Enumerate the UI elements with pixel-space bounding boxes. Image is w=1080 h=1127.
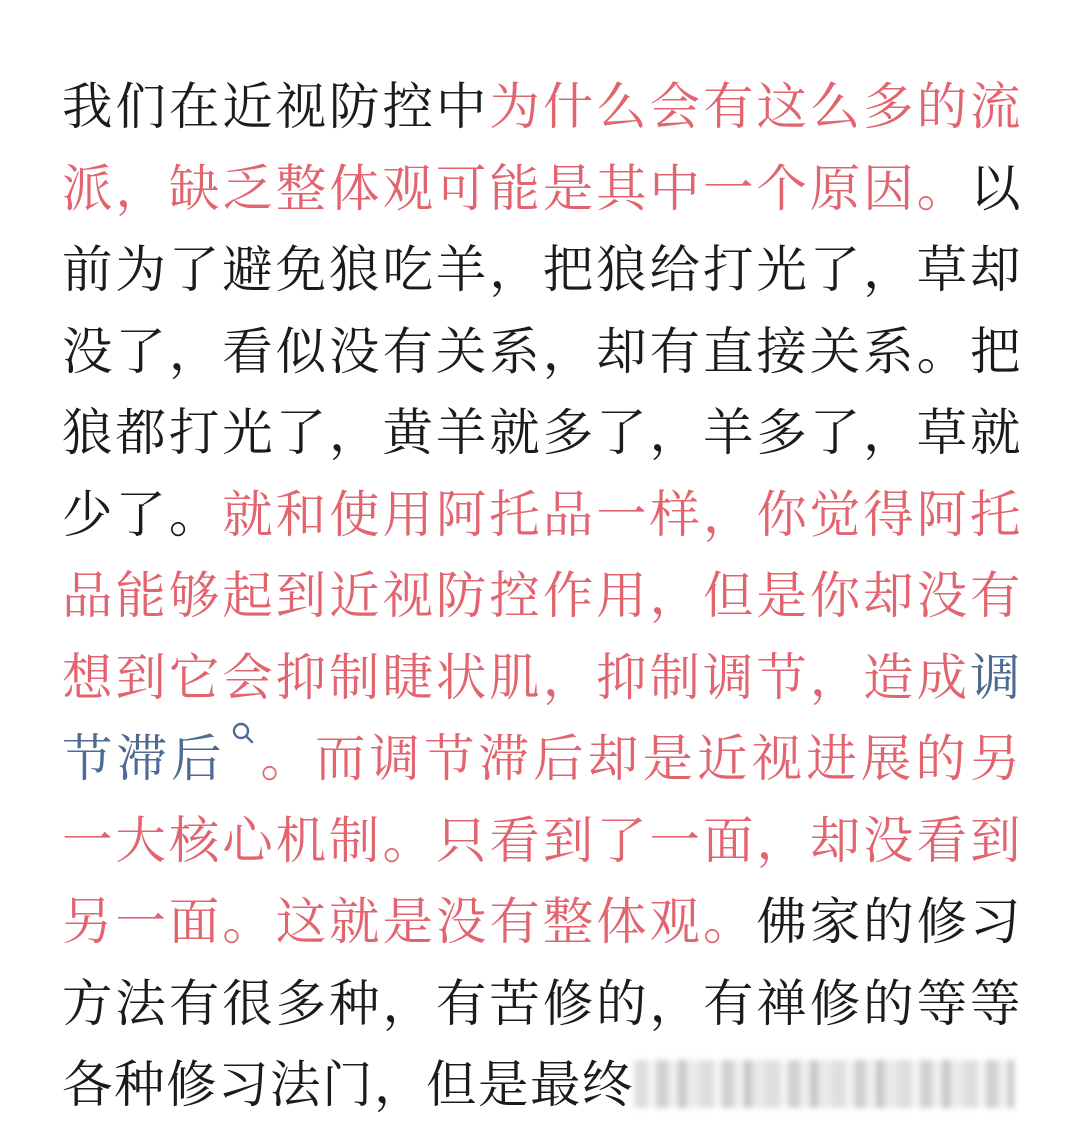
article-text-intro: 我们在近视防控中 (62, 77, 490, 136)
article-body (62, 66, 1022, 1126)
search-link-label[interactable]: 调节滞后 (62, 647, 1022, 788)
article-text-wolf-story: 以前为了避免狼吃羊，把狼给打光了，草却没了，看似没有关系，却有直接关系。把狼都打光了，黄羊就多了，羊多了，草就少了。 (62, 158, 1022, 544)
highlight-text-3: 。而调节滞后却是近视进展的另一大核心机制。只看到了一面，却没看到另一面。这就是没有整体观。 (62, 729, 1022, 951)
highlight-text-2: 就和使用阿托品一样，你觉得阿托品能够起到近视防控作用，但是你却没有想到它会抑制睫状肌，抑制调节，造成 (62, 484, 1023, 707)
article-text-buddhism: 佛家的修习方法有很多种，有苦修的，有禅修的等等各种修习法门，但是最终 (62, 892, 1023, 1114)
blurred-mosaic-mask (634, 1060, 1014, 1108)
highlight-text-1: 为什么会有这么多的流派，缺乏整体观可能是其中一个原因。 (62, 77, 1023, 218)
search-icon[interactable] (230, 720, 256, 754)
